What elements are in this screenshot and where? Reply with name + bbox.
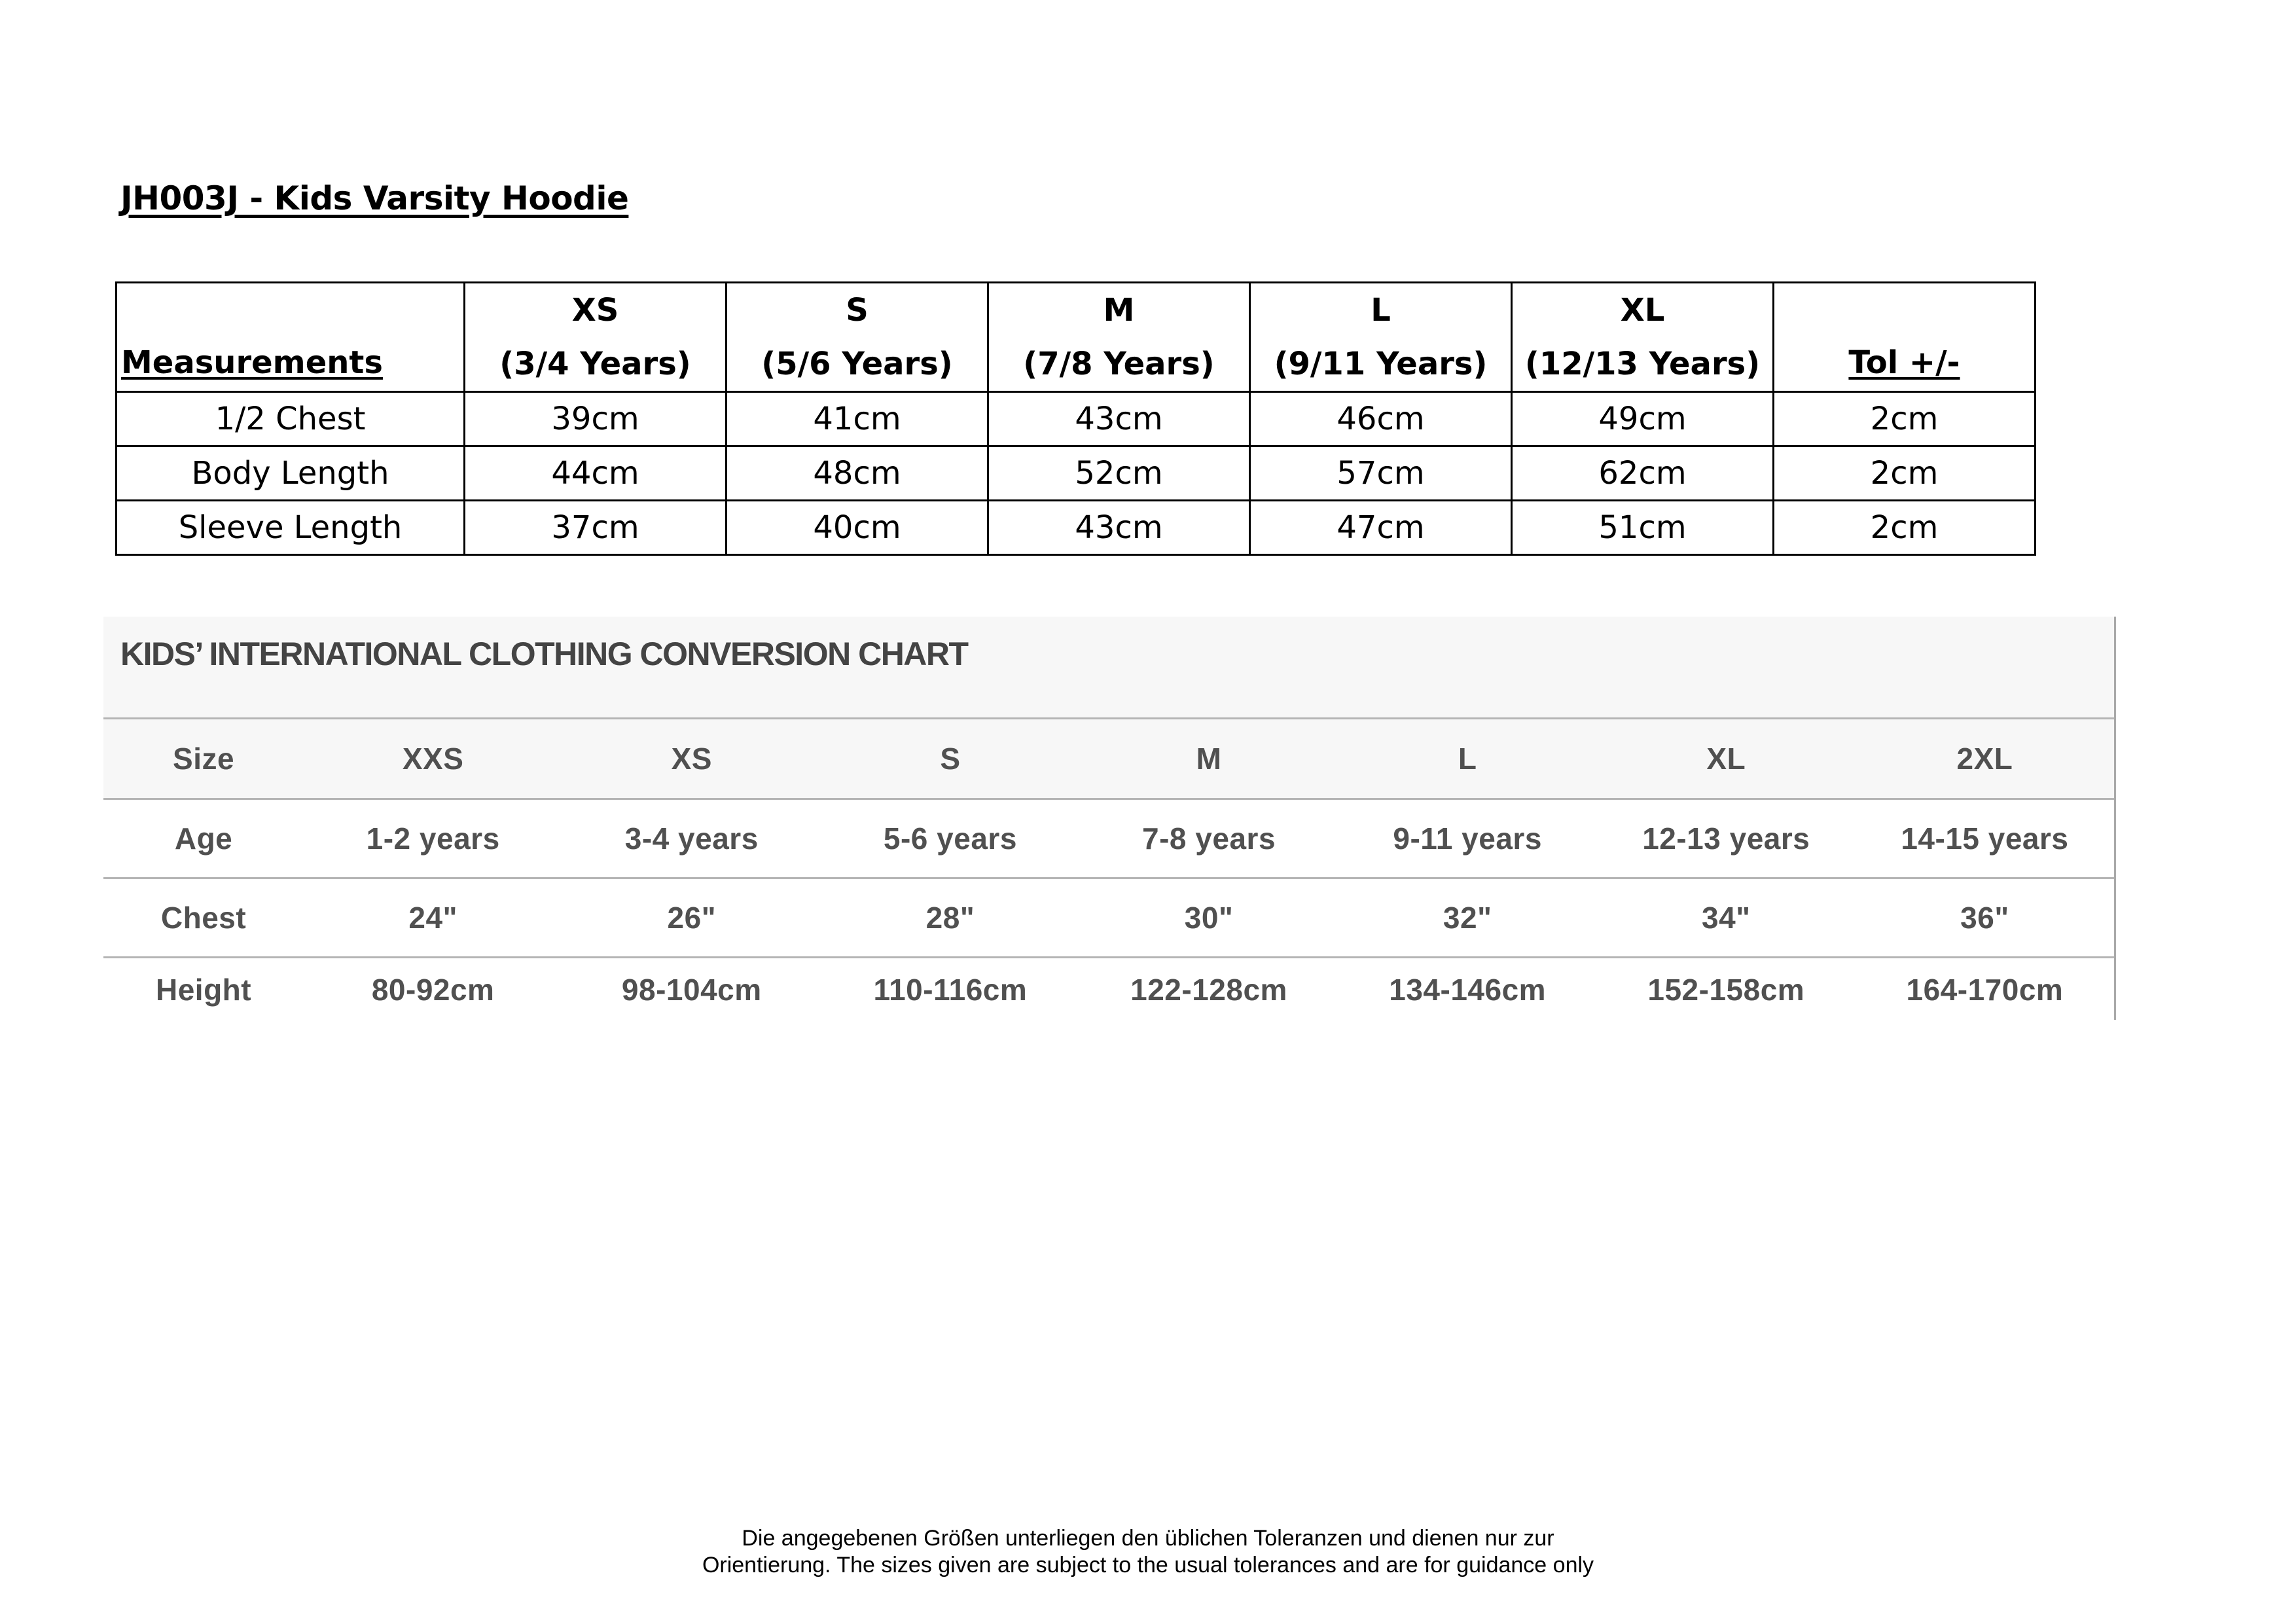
measurements-header: Measurements	[117, 283, 465, 392]
table-cell: 1-2 years	[304, 799, 562, 878]
conversion-row-size	[103, 719, 2114, 799]
table-cell: 40cm	[726, 501, 988, 555]
row-label: Age	[103, 799, 304, 878]
table-cell: 2XL	[1856, 719, 2114, 799]
table-cell: 14-15 years	[1856, 799, 2114, 878]
footnote-line-2: Orientierung. The sizes given are subject to the usual tolerances and are for guidance only	[702, 1553, 1594, 1578]
size-header-m: M (7/8 Years)	[988, 283, 1250, 392]
footnote	[0, 1525, 2296, 1579]
product-title: JH003J - Kids Varsity Hoodie	[120, 179, 629, 217]
table-cell: XXS	[304, 719, 562, 799]
table-cell: L	[1338, 719, 1597, 799]
table-cell: 80-92cm	[371, 973, 495, 1007]
table-cell: 52cm	[988, 446, 1250, 501]
table-cell: 30"	[1079, 878, 1338, 958]
tolerance-cell: 2cm	[1774, 446, 2036, 501]
table-cell: M	[1079, 719, 1338, 799]
conversion-row-height	[103, 958, 2114, 1022]
table-cell: 28"	[821, 878, 1079, 958]
table-row	[117, 392, 2036, 446]
table-row	[117, 501, 2036, 555]
table-cell: 39cm	[465, 392, 726, 446]
row-label: Body Length	[117, 446, 465, 501]
table-cell: 134-146cm	[1389, 973, 1547, 1007]
tolerance-header: Tol +/-	[1774, 283, 2036, 392]
row-label: 1/2 Chest	[117, 392, 465, 446]
table-cell: 5-6 years	[821, 799, 1079, 878]
table-cell: 43cm	[988, 392, 1250, 446]
conversion-table	[103, 719, 2114, 1021]
table-cell: 43cm	[988, 501, 1250, 555]
table-cell: 36"	[1856, 878, 2114, 958]
table-cell: 7-8 years	[1079, 799, 1338, 878]
size-header-s: S (5/6 Years)	[726, 283, 988, 392]
footnote-line-1: Die angegebenen Größen unterliegen den üblichen Toleranzen und dienen nur zur	[742, 1526, 1554, 1551]
row-label: Sleeve Length	[117, 501, 465, 555]
row-label: Size	[103, 719, 304, 799]
table-cell: 164-170cm	[1906, 973, 2064, 1007]
conversion-row-age	[103, 799, 2114, 878]
table-cell: 110-116cm	[873, 973, 1028, 1007]
table-cell: 62cm	[1512, 446, 1774, 501]
tolerance-cell: 2cm	[1774, 392, 2036, 446]
table-cell: 24"	[304, 878, 562, 958]
table-cell: 44cm	[465, 446, 726, 501]
table-cell: 26"	[562, 878, 821, 958]
table-cell: 49cm	[1512, 392, 1774, 446]
table-cell: 51cm	[1512, 501, 1774, 555]
size-table-header-row	[117, 283, 2036, 392]
table-cell: 9-11 years	[1338, 799, 1597, 878]
conversion-row-chest	[103, 878, 2114, 958]
table-cell: 12-13 years	[1597, 799, 1856, 878]
table-row	[117, 446, 2036, 501]
table-cell: 32"	[1338, 878, 1597, 958]
size-header-xs: XS (3/4 Years)	[465, 283, 726, 392]
conversion-chart-header	[103, 617, 2114, 719]
table-cell: XS	[562, 719, 821, 799]
table-cell: 57cm	[1250, 446, 1512, 501]
table-cell: 48cm	[726, 446, 988, 501]
size-header-l: L (9/11 Years)	[1250, 283, 1512, 392]
table-cell: 46cm	[1250, 392, 1512, 446]
table-cell: 34"	[1597, 878, 1856, 958]
table-cell: XL	[1597, 719, 1856, 799]
size-table	[115, 281, 2036, 556]
conversion-chart	[103, 617, 2116, 1020]
table-cell: 152-158cm	[1647, 973, 1805, 1007]
table-cell: 47cm	[1250, 501, 1512, 555]
table-cell: 3-4 years	[562, 799, 821, 878]
tolerance-cell: 2cm	[1774, 501, 2036, 555]
row-label: Chest	[103, 878, 304, 958]
table-cell: 41cm	[726, 392, 988, 446]
row-label: Height	[155, 973, 252, 1007]
table-cell: 37cm	[465, 501, 726, 555]
size-header-xl: XL (12/13 Years)	[1512, 283, 1774, 392]
table-cell: 122-128cm	[1130, 973, 1287, 1007]
table-cell: 98-104cm	[621, 973, 762, 1007]
conversion-chart-title: KIDS’ INTERNATIONAL CLOTHING CONVERSION CHART	[120, 636, 968, 672]
table-cell: S	[821, 719, 1079, 799]
